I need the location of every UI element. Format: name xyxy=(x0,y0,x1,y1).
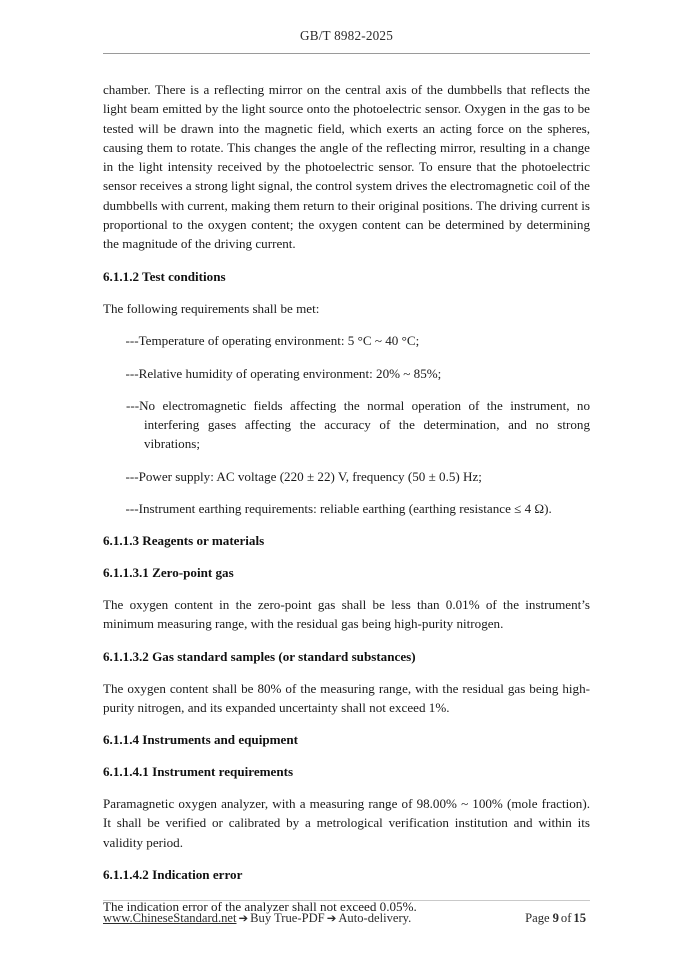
list-item-electromagnetic xyxy=(103,396,590,454)
page-label: Page xyxy=(525,911,550,925)
footer-row xyxy=(103,911,590,926)
arrow-right-icon-2: ➔ xyxy=(326,911,337,925)
test-conditions-list xyxy=(103,331,590,518)
list-item-temperature-text: ---Temperature of operating environment: 5 °C ~ 40 °C; xyxy=(125,333,420,349)
heading-instruments-and-equipment: 6.1.1.4 Instruments and equipment xyxy=(103,732,298,748)
list-item-temperature xyxy=(103,331,590,350)
header-divider xyxy=(103,53,590,54)
page-header xyxy=(103,28,590,62)
heading-gas-standard-samples: 6.1.1.3.2 Gas standard samples (or standard substances) xyxy=(103,648,416,664)
list-item-earthing xyxy=(103,499,590,518)
list-item-power-supply xyxy=(103,467,590,486)
instrument-requirements-paragraph: Paramagnetic oxygen analyzer, with a measuring range of 98.00% ~ 100% (mole fraction). It shall be verified or calibrated by a metrological verification institution and within its validity period. xyxy=(103,796,590,850)
standard-number-title: GB/T 8982-2025 xyxy=(299,28,394,43)
arrow-right-icon: ➔ xyxy=(238,911,249,925)
chinesestandard-link[interactable]: www.ChineseStandard.net xyxy=(103,911,237,925)
list-item-humidity xyxy=(103,364,590,383)
indication-error-paragraph: The indication error of the analyzer shall not exceed 0.05%. xyxy=(103,899,417,915)
heading-indication-error: 6.1.1.4.2 Indication error xyxy=(103,866,243,882)
footer-divider xyxy=(103,900,590,901)
footer-promo xyxy=(103,911,411,926)
gas-standard-samples-paragraph: The oxygen content shall be 80% of the measuring range, with the residual gas being high-purity nitrogen, and its expanded uncertainty shall not exceed 1%. xyxy=(103,680,590,716)
intro-paragraph: chamber. There is a reflecting mirror on the central axis of the dumbbells that reflects the light beam emitted by the light source onto the photoelectric sensor. Oxygen in the gas to be tested will be drawn into the magnetic field, which exerts an acting force on the spheres, causing them to rotate. This changes the angle of the reflecting mirror, resulting in a change in the light intensity received by the photoelectric sensor. To ensure that the photoelectric sensor receives a strong light signal, the control system drives the electromagnetic coil of the dumbbells with current, making them return to their original positions. The driving current is proportional to the oxygen content; the oxygen content can be determined by determining the magnitude of the driving current. xyxy=(103,82,590,252)
list-item-electromagnetic-rest: interfering gases affecting the accuracy of the determination, and no strong vibrations; xyxy=(144,417,590,452)
page-indicator xyxy=(525,911,590,926)
current-page-number: 9 xyxy=(552,911,559,925)
list-item-earthing-text: ---Instrument earthing requirements: reliable earthing (earthing resistance ≤ 4 Ω). xyxy=(125,501,552,517)
list-item-electromagnetic-body xyxy=(126,396,590,454)
requirements-lead-in: The following requirements shall be met: xyxy=(103,300,320,316)
buy-true-pdf-text: Buy True-PDF xyxy=(250,911,325,925)
list-item-power-supply-text: ---Power supply: AC voltage (220 ± 22) V, frequency (50 ± 0.5) Hz; xyxy=(125,468,482,484)
document-body xyxy=(103,80,590,930)
list-item-electromagnetic-lead: ---No electromagnetic fields affecting the normal operation of the instrument, no xyxy=(126,397,590,413)
heading-instrument-requirements: 6.1.1.4.1 Instrument requirements xyxy=(103,763,294,779)
auto-delivery-text: Auto-delivery. xyxy=(338,911,412,925)
heading-reagents-or-materials: 6.1.1.3 Reagents or materials xyxy=(103,533,265,549)
total-page-count: 15 xyxy=(573,911,586,925)
of-label: of xyxy=(560,911,572,925)
heading-test-conditions: 6.1.1.2 Test conditions xyxy=(103,268,226,284)
zero-point-gas-paragraph: The oxygen content in the zero-point gas shall be less than 0.01% of the instrument’s minimum measuring range, with the residual gas being high-purity nitrogen. xyxy=(103,596,590,632)
list-item-humidity-text: ---Relative humidity of operating environment: 20% ~ 85%; xyxy=(125,365,442,381)
page-footer xyxy=(103,900,590,926)
heading-zero-point-gas: 6.1.1.3.1 Zero-point gas xyxy=(103,564,234,580)
